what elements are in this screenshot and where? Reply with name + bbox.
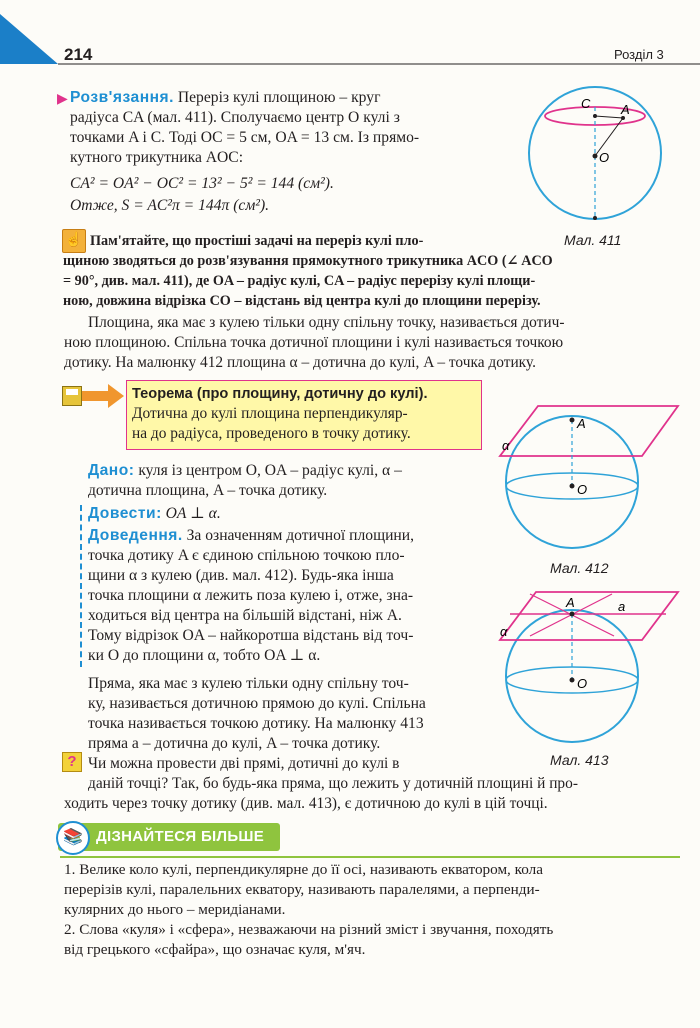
label-a: A bbox=[566, 595, 575, 610]
given-text: куля із центром O, OA – радіус кулі, α – bbox=[138, 462, 402, 479]
remember-line: Пам'ятайте, що простіші задачі на переріз кулі пло- bbox=[90, 233, 424, 249]
learn-more-title: ДІЗНАЙТЕСЯ БІЛЬШЕ bbox=[96, 828, 265, 845]
learn-more-banner bbox=[58, 823, 280, 851]
learn-more-divider bbox=[60, 856, 680, 858]
definition-line: дотику. На малюнку 412 площина α – дотична до кулі, A – точка дотику. bbox=[64, 354, 536, 371]
label-c: C bbox=[581, 96, 591, 111]
solution-line: радіуса CA (мал. 411). Сполучаємо центр O кулі з bbox=[70, 109, 400, 126]
label-alpha: α bbox=[500, 624, 508, 639]
solution-label: Розв'язання. bbox=[70, 89, 174, 106]
solution-line: Переріз кулі площиною – круг bbox=[177, 89, 381, 106]
proof-line: За означенням дотичної площини, bbox=[186, 527, 415, 544]
label-line-a: a bbox=[618, 599, 626, 614]
corner-decoration bbox=[0, 0, 700, 70]
given-block bbox=[88, 461, 488, 501]
learn-more-line: 1. Велике коло кулі, перпендикулярне до її осі, називають екватором, кола bbox=[64, 861, 543, 878]
proof-line: точка площини α лежить поза кулею і, отже, зна- bbox=[88, 587, 414, 604]
remember-line: = 90°, див. мал. 411), де OA – радіус кулі, CA – радіус перерізу кулі площи- bbox=[63, 273, 536, 289]
section-label: Розділ 3 bbox=[614, 47, 664, 62]
prove-text: OA ⊥ α. bbox=[165, 505, 221, 522]
label-a: A bbox=[577, 416, 586, 431]
question-icon: ? bbox=[62, 752, 82, 772]
tangent-line-paragraph bbox=[88, 674, 488, 754]
figure-411 bbox=[515, 70, 675, 245]
books-icon: 📚 bbox=[56, 821, 90, 855]
caption-412: Мал. 412 bbox=[550, 560, 609, 576]
proof-block bbox=[88, 526, 488, 666]
caption-413: Мал. 413 bbox=[550, 752, 609, 768]
label-alpha: α bbox=[502, 438, 510, 453]
theorem-line: Дотична до кулі площина перпендикуляр- bbox=[132, 405, 408, 422]
solution-block bbox=[57, 88, 514, 216]
remember-block bbox=[63, 231, 670, 311]
question-paragraph bbox=[64, 754, 678, 814]
tangent-line-line: пряма a – дотична до кулі, A – точка дотику. bbox=[88, 735, 381, 752]
remember-line: ною, довжина відрізка CO – відстань від центра кулі до площини перерізу. bbox=[63, 293, 541, 309]
learn-more-line: кулярних до нього – меридіанами. bbox=[64, 901, 286, 918]
solution-line: кутного трикутника AOC: bbox=[70, 149, 244, 166]
tangent-line-line: точка називається точкою дотику. На малюнку 413 bbox=[88, 715, 424, 732]
figure-412 bbox=[490, 398, 690, 563]
proof-line: ходиться від центра на більшій відстані, ніж A. bbox=[88, 607, 402, 624]
question-line: даній точці? Так, бо будь-яка пряма, що лежить у дотичній площині й про- bbox=[88, 775, 578, 792]
given-text: дотична площина, A – точка дотику. bbox=[88, 482, 328, 499]
tangent-line-line: ку, називається дотичною прямою до кулі. Спільна bbox=[88, 695, 426, 712]
proof-line: Тому відрізок OA – найкоротша відстань від точ- bbox=[88, 627, 414, 644]
caption-411: Мал. 411 bbox=[564, 232, 622, 248]
triangle-marker-icon: ▶ bbox=[57, 92, 68, 107]
theorem-title: Теорема (про площину, дотичну до кулі). bbox=[132, 386, 428, 402]
question-line: Чи можна провести дві прямі, дотичні до кулі в bbox=[88, 755, 400, 772]
definition-paragraph bbox=[64, 313, 674, 373]
learn-more-content bbox=[64, 860, 684, 960]
label-o: O bbox=[577, 482, 588, 497]
proof-marker-line bbox=[80, 505, 82, 667]
arrow-icon bbox=[82, 382, 126, 410]
definition-line: Площина, яка має з кулею тільки одну спільну точку, називається дотич- bbox=[88, 314, 565, 331]
given-label: Дано: bbox=[88, 462, 135, 479]
remember-icon: ☝ bbox=[62, 229, 86, 253]
tangent-line-line: Пряма, яка має з кулею тільки одну спільну точ- bbox=[88, 675, 409, 692]
label-o: O bbox=[577, 676, 588, 691]
proof-label: Доведення. bbox=[88, 527, 183, 544]
theorem-line: на до радіуса, проведеного в точку дотику. bbox=[132, 425, 411, 442]
remember-line: щиною зводяться до розв'язування прямокутного трикутника ACO (∠ ACO bbox=[63, 253, 553, 269]
save-icon bbox=[62, 386, 82, 406]
label-a: A bbox=[621, 102, 630, 117]
proof-line: точка дотику A є єдиною спільною точкою пло- bbox=[88, 547, 405, 564]
learn-more-line: перерізів кулі, паралельних екватору, називають паралелями, а перпенди- bbox=[64, 881, 540, 898]
label-o: O bbox=[599, 150, 610, 165]
proof-line: ки O до площини α, тобто OA ⊥ α. bbox=[88, 647, 321, 664]
proof-line: щини α з кулею (див. мал. 412). Будь-яка інша bbox=[88, 567, 394, 584]
formula-2: Отже, S = AC²π = 144π (см²). bbox=[70, 197, 270, 214]
learn-more-line: від грецького «сфайра», що означає куля, м'яч. bbox=[64, 941, 366, 958]
learn-more-line: 2. Слова «куля» і «сфера», незважаючи на різний зміст і звучання, походять bbox=[64, 921, 554, 938]
definition-line: ною площиною. Спільна точка дотичної площини і кулі називається точкою bbox=[64, 334, 564, 351]
page-number: 214 bbox=[64, 45, 93, 64]
formula-1: CA² = OA² − OC² = 13² − 5² = 144 (см²). bbox=[70, 175, 334, 192]
prove-block bbox=[88, 504, 488, 524]
figure-413 bbox=[490, 584, 690, 754]
question-line: ходить через точку дотику (див. мал. 413), є дотичною до кулі в цій точці. bbox=[64, 795, 548, 812]
prove-label: Довести: bbox=[88, 505, 162, 522]
theorem-text bbox=[132, 384, 478, 444]
solution-line: точками A і C. Тоді OC = 5 см, OA = 13 см. Із прямо- bbox=[70, 129, 420, 146]
